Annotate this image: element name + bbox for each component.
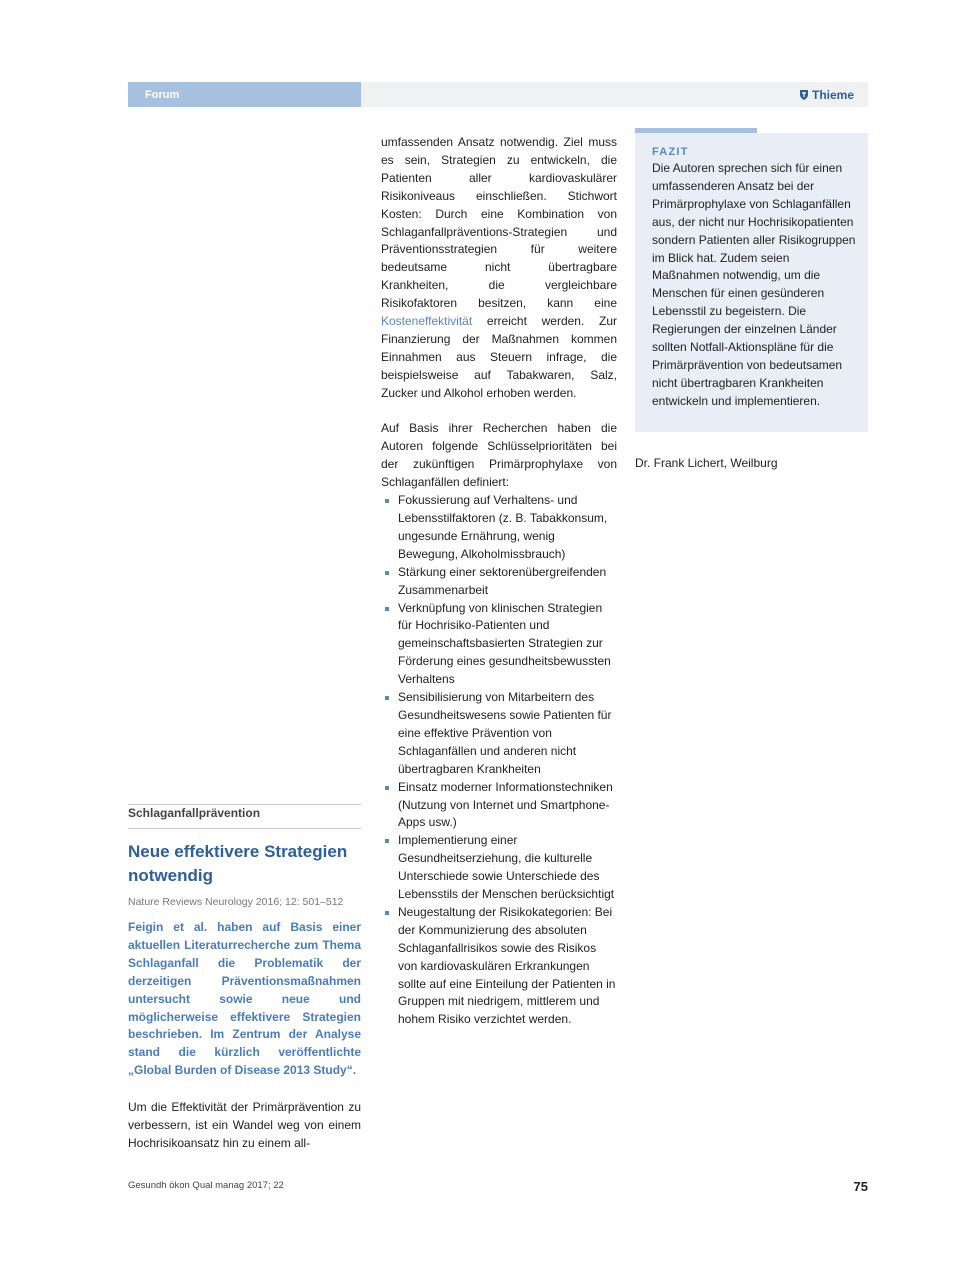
page-number: 75	[853, 1179, 868, 1194]
list-item: Implementierung einer Gesundheitserziehung, die kulturelle Unterschiede sowie Unterschiede des Lebensstils der Menschen berücksichtigt	[381, 832, 617, 904]
fazit-box	[635, 133, 868, 432]
cost-effectiveness-link[interactable]: Kosteneffektivität	[381, 314, 473, 329]
body-paragraph: Auf Basis ihrer Recherchen haben die Autoren folgende Schlüsselprioritäten bei der zukünftigen Primärprophylaxe von Schlaganfällen definiert:	[381, 421, 617, 490]
section-divider-bottom	[128, 828, 361, 829]
list-item: Neugestaltung der Risikokategorien: Bei der Kommunizierung des absoluten Schlaganfallrisikos sowie des Risikos von kardiovaskulären Erkrankungen sollte auf eine Einteilung der Patienten in Gruppen mit niedrigem, mittlerem und hohem Risiko verzichtet werden.	[381, 904, 617, 1029]
article-citation: Nature Reviews Neurology 2016; 12: 501–512	[128, 896, 344, 908]
bullet-icon	[385, 839, 389, 843]
article-body-start: Um die Effektivität der Primärprävention zu verbessern, ist ein Wandel weg von einem Hochrisikoansatz hin zu einem all-	[128, 1100, 361, 1150]
publisher-bar	[361, 82, 868, 107]
bullet-icon	[385, 911, 389, 915]
journal-reference: Gesundh ökon Qual manag 2017; 22	[128, 1180, 284, 1191]
list-item: Einsatz moderner Informationstechniken (Nutzung von Internet und Smartphone-Apps usw.)	[381, 779, 617, 833]
fazit-title: FAZIT	[652, 146, 689, 158]
publisher-name: Thieme	[811, 87, 854, 102]
body-paragraph: umfassenden Ansatz notwendig. Ziel muss es sein, Strategien zu entwickeln, die Patienten aller kardiovaskulärer Risikoniveaus einschließen. Stichwort Kosten: Durch eine Kombination von Schlaganfallpräventions-Strategien und Präventionsstrategien für weitere bedeutsame nicht übertragbare Krankheiten, die vergleichbare Risikofaktoren besitzen, kann eine Kosteneffektivität erreicht werden. Zur Finanzierung der Maßnahmen kommen Einnahmen aus Steuern infrage, die beispielsweise auf Tabakwaren, Salz, Zucker und Alkohol erhoben werden.	[381, 135, 618, 400]
bullet-icon	[385, 607, 389, 611]
author-credit: Dr. Frank Lichert, Weilburg	[635, 456, 778, 470]
main-text-column	[381, 134, 617, 1029]
section-header	[128, 82, 361, 107]
priorities-list	[381, 492, 617, 1029]
bullet-icon	[385, 499, 389, 503]
article-section-label: Schlaganfallprävention	[128, 806, 261, 820]
section-header-label: Forum	[145, 88, 180, 101]
thieme-crest-icon	[799, 89, 809, 101]
section-divider-top	[128, 804, 361, 805]
bullet-icon	[385, 571, 389, 575]
article-title: Neue effektivere Strategien notwendig	[128, 842, 348, 885]
fazit-text: Die Autoren sprechen sich für einen umfassenderen Ansatz bei der Primärprophylaxe von Schlaganfällen aus, der nicht nur Hochrisikopatienten sondern Patienten aller Risikogruppen im Blick hat. Zudem seien Maßnahmen notwendig, um die Menschen für einen gesünderen Lebensstil zu begeistern. Die Regierungen der einzelnen Länder sollten Notfall-Aktionspläne für die Primärprävention von bedeutsamen nicht übertragbaren Krankheiten entwickeln und implementieren.	[652, 161, 856, 408]
article-abstract: Feigin et al. haben auf Basis einer aktuellen Literaturrecherche zum Thema Schlaganfall die Problematik der derzeitigen Präventionsmaßnahmen untersucht sowie neue und möglicherweise effektivere Strategien beschrieben. Im Zentrum der Analyse stand die kürzlich veröffentlichte „Global Burden of Disease 2013 Study“.	[128, 920, 361, 1078]
list-item: Sensibilisierung von Mitarbeitern des Gesundheitswesens sowie Patienten für eine effektive Prävention von Schlaganfällen und anderen nicht übertragbaren Krankheiten	[381, 689, 617, 779]
thieme-logo	[799, 88, 854, 102]
bullet-icon	[385, 786, 389, 790]
bullet-icon	[385, 696, 389, 700]
list-item: Verknüpfung von klinischen Strategien für Hochrisiko-Patienten und gemeinschaftsbasierten Strategien zur Förderung eines gesundheitsbewussten Verhaltens	[381, 600, 617, 690]
list-item: Stärkung einer sektorenübergreifenden Zusammenarbeit	[381, 564, 617, 600]
list-item: Fokussierung auf Verhaltens- und Lebensstilfaktoren (z. B. Tabakkonsum, ungesunde Ernährung, wenig Bewegung, Alkoholmissbrauch)	[381, 492, 617, 564]
